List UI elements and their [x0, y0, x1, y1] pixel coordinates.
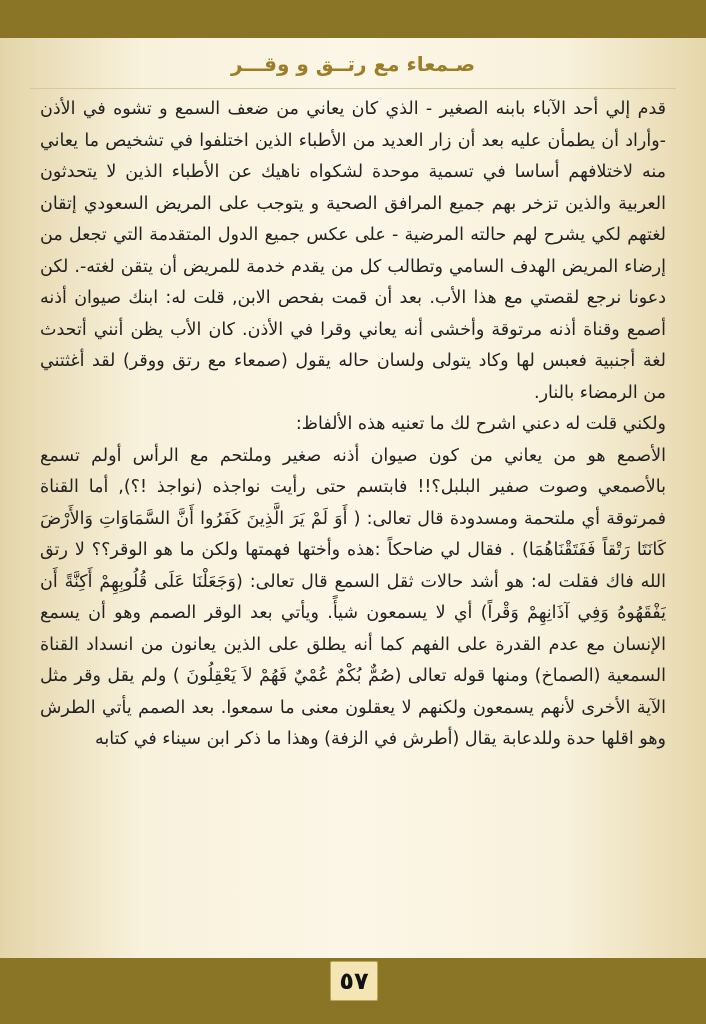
article-body — [40, 94, 666, 934]
paragraph: الأصمع هو من يعاني من كون صيوان أذنه صغير وملتحم مع الرأس أولم تسمع بالأصمعي وصوت صفير البلبل؟!! فابتسم حتى رأيت نواجذه (نواجذ !؟), أما القناة فمرتوقة أي ملتحمة ومسدودة قال تعالى: ( أَوَ لَمْ يَرَ الَّذِينَ كَفَرُوا أَنَّ السَّمَاوَاتِ وَالأَرْضَ كَانَتَا رَتْقاً فَفَتَقْنَاهُمَا) . فقال لي ضاحكاً :هذه وأختها فهمتها ولكن ما هو الوقر؟؟ لا رتق الله فاك فقلت له: هو أشد حالات ثقل السمع قال تعالى: (وَجَعَلْنَا عَلَى قُلُوبِهِمْ أَكِنَّةً أَن يَفْقَهُوهُ وَفِي آذَانِهِمْ وَقْراً) أي لا يسمعون شيأً. ويأتي بعد الوقر الصمم وهو أن يسمع الإنسان مع عدم القدرة على الفهم كما أنه يطلق على الذين يعانون من انسداد القناة السمعية (الصماخ) ومنها قوله تعالى (صُمٌّ بُكْمٌ عُمْيٌ فَهُمْ لاَ يَعْقِلُونَ ) ولم يقل وقر مثل الآية الأخرى لأنهم يسمعون ولكنهم لا يعقلون معنى ما سمعوا. بعد الصمم يأتي الطرش وهو اقلها حدة وللدعابة يقال (أطرش في الزفة) وهذا ما ذكر ابن سيناء في كتابه — [40, 445, 666, 749]
top-band — [0, 0, 706, 38]
header-divider — [30, 88, 676, 89]
page-number: ٥٧ — [330, 961, 378, 1001]
paragraph: ولكني قلت له دعني اشرح لك ما تعنيه هذه الألفاظ: — [295, 414, 666, 434]
page-header-title: صـمعاء مع رتــق و وقـــر — [230, 52, 476, 76]
paragraph: قدم إلي أحد الآباء بابنه الصغير - الذي كان يعاني من ضعف السمع و تشوه في الأذن -وأراد أن يطمأن عليه بعد أن زار العديد من الأطباء الذين اختلفوا في تشخيص ما يعاني منه لاختلافهم أساسا في تسمية موحدة لشكواه ناهيك عن الأطباء الذين لا يتحدثون العربية والذين تزخر بهم جميع المرافق الصحية و يتوجب على المريض السعودي إتقان لغتهم لكي يشرح لهم حالته المرضية - على عكس جميع الدول المتقدمة التي تجعل من إرضاء المريض الهدف السامي وتطالب كل من يقدم خدمة للمريض أن يتقن لغته-. لكن دعونا نرجع لقصتي مع هذا الأب. بعد أن قمت بفحص الابن, قلت له: ابنك صيوان أذنه أصمع وقناة أذنه مرتوقة وأخشى أنه يعاني وقرا في الأذن. كان الأب يظن أنني أتحدث لغة أجنبية فعبس لها وكاد يتولى ولسان حاله يقول (صمعاء مع رتق ووقر) لقد أغثتني من الرمضاء بالنار. — [40, 99, 666, 403]
